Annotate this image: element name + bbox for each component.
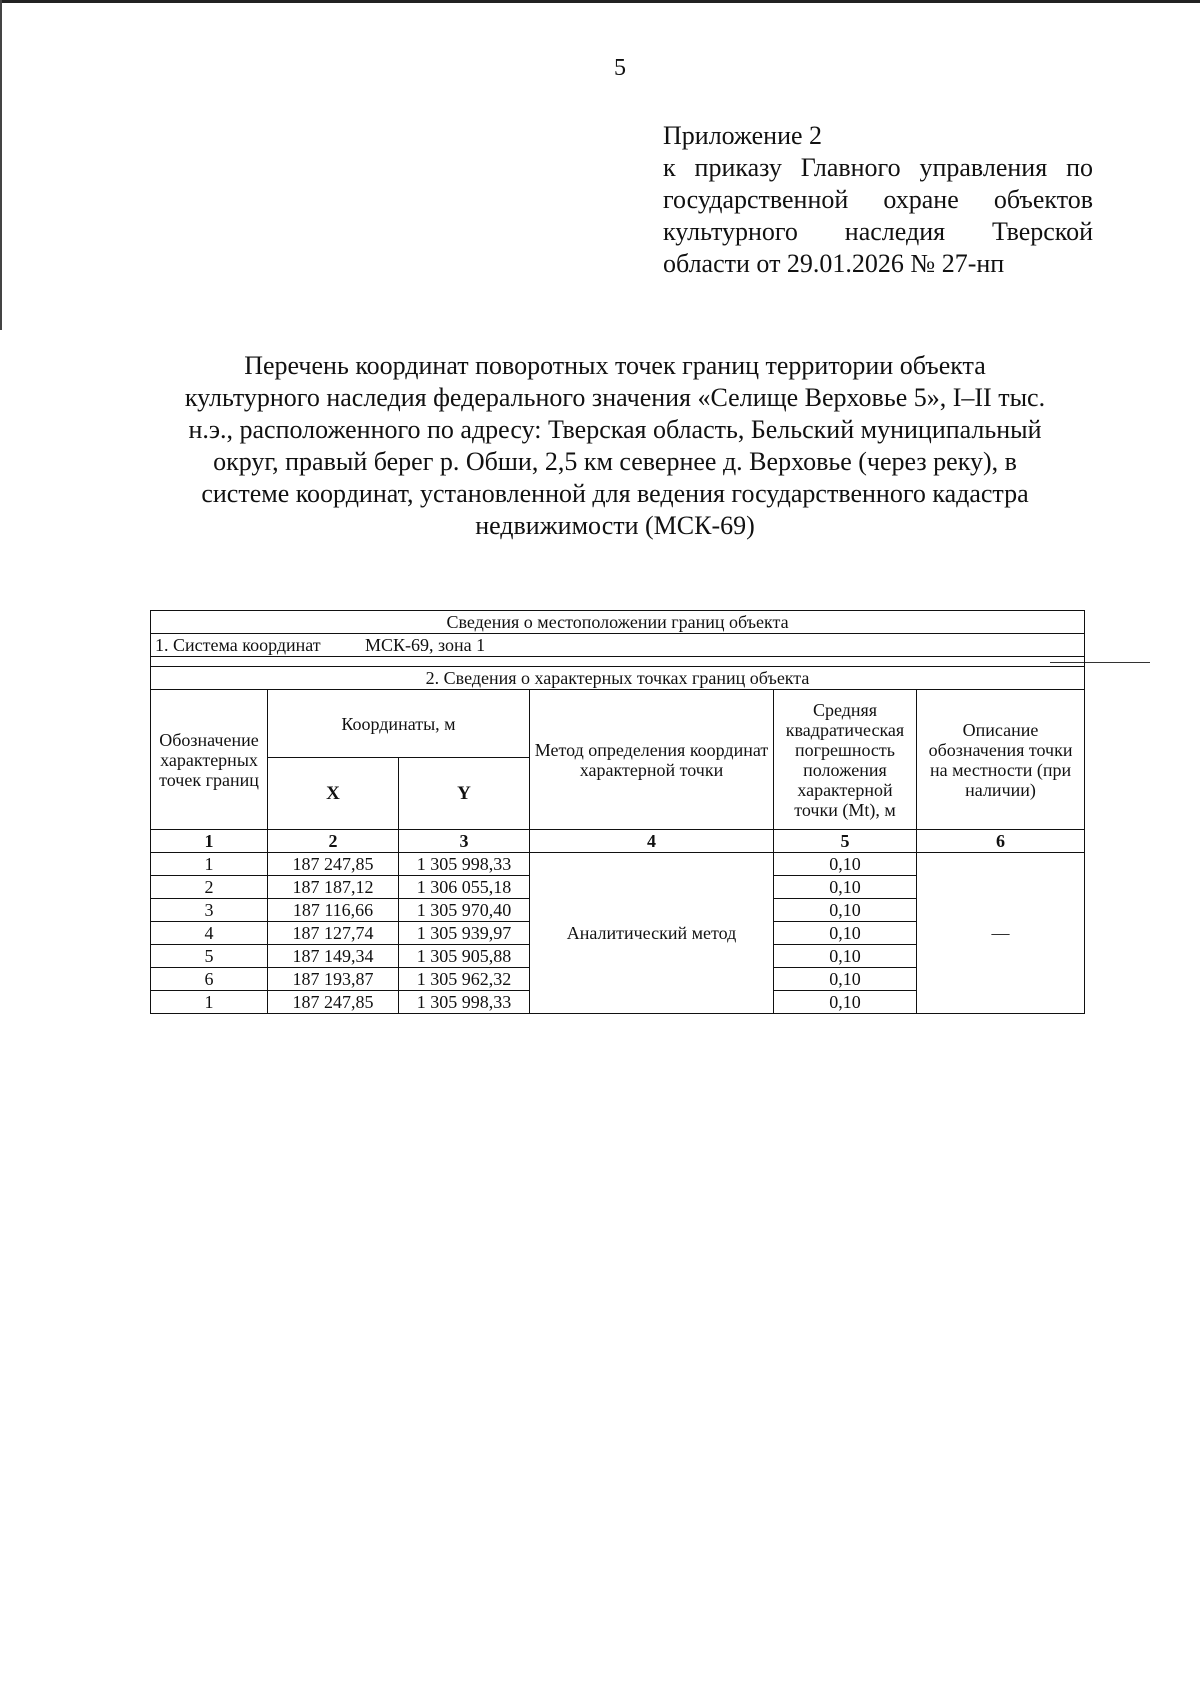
title-line: округ, правый берег р. Обши, 2,5 км севернее д. Верховье (через реку), в <box>213 447 1017 476</box>
x-value: 187 247,85 <box>268 991 399 1014</box>
header-coordinates: Координаты, м <box>268 690 530 758</box>
section-title: Сведения о местоположении границ объекта <box>151 611 1085 634</box>
error-value: 0,10 <box>774 853 917 876</box>
y-value: 1 305 998,33 <box>399 991 530 1014</box>
x-value: 187 149,34 <box>268 945 399 968</box>
column-number: 2 <box>268 830 399 853</box>
header-y: Y <box>399 758 530 830</box>
x-value: 187 127,74 <box>268 922 399 945</box>
appendix-line: к приказу Главного управления по <box>663 153 1093 182</box>
y-value: 1 306 055,18 <box>399 876 530 899</box>
y-value: 1 305 998,33 <box>399 853 530 876</box>
title-line: н.э., расположенного по адресу: Тверская область, Бельский муниципальный <box>188 415 1042 444</box>
column-number: 6 <box>917 830 1085 853</box>
y-value: 1 305 905,88 <box>399 945 530 968</box>
point-id: 1 <box>151 853 268 876</box>
point-id: 1 <box>151 991 268 1014</box>
error-value: 0,10 <box>774 991 917 1014</box>
x-value: 187 247,85 <box>268 853 399 876</box>
error-value: 0,10 <box>774 945 917 968</box>
scan-edge-left <box>0 0 2 330</box>
column-number: 3 <box>399 830 530 853</box>
column-number: 4 <box>530 830 774 853</box>
column-number: 1 <box>151 830 268 853</box>
appendix-line: культурного наследия Тверской <box>663 217 1093 246</box>
point-id: 3 <box>151 899 268 922</box>
error-value: 0,10 <box>774 922 917 945</box>
spacer-row <box>151 657 1085 667</box>
header-description: Описание обозначения точки на местности (при наличии) <box>917 690 1085 830</box>
description-value: — <box>917 853 1085 1014</box>
page-number: 5 <box>614 55 626 81</box>
point-id: 2 <box>151 876 268 899</box>
x-value: 187 116,66 <box>268 899 399 922</box>
error-value: 0,10 <box>774 899 917 922</box>
point-id: 6 <box>151 968 268 991</box>
y-value: 1 305 962,32 <box>399 968 530 991</box>
title-line: культурного наследия федерального значения «Селище Верховье 5», I–II тыс. <box>184 383 1046 412</box>
error-value: 0,10 <box>774 968 917 991</box>
appendix-title: Приложение 2 <box>663 121 823 150</box>
y-value: 1 305 970,40 <box>399 899 530 922</box>
y-value: 1 305 939,97 <box>399 922 530 945</box>
header-error: Средняя квадратическая погрешность положения характерной точки (Mt), м <box>774 690 917 830</box>
header-x: X <box>268 758 399 830</box>
appendix-line: государственной охране объектов <box>663 185 1093 214</box>
coord-system-label: 1. Система координат <box>155 635 321 655</box>
table-row <box>151 853 1085 876</box>
coordinates-table <box>150 610 1085 1014</box>
title-line: системе координат, установленной для ведения государственного кадастра <box>201 479 1029 508</box>
coord-system-row <box>151 634 1085 657</box>
error-value: 0,10 <box>774 876 917 899</box>
point-id: 5 <box>151 945 268 968</box>
appendix-line: области от 29.01.2026 № 27-нп <box>663 249 1005 278</box>
points-title: 2. Сведения о характерных точках границ объекта <box>151 667 1085 690</box>
scan-edge <box>0 0 1200 3</box>
method-value: Аналитический метод <box>530 853 774 1014</box>
title-line: недвижимости (МСК-69) <box>475 511 755 540</box>
point-id: 4 <box>151 922 268 945</box>
appendix-block <box>663 120 1093 280</box>
document-title <box>130 350 1100 542</box>
x-value: 187 187,12 <box>268 876 399 899</box>
header-method: Метод определения координат характерной точки <box>530 690 774 830</box>
title-line: Перечень координат поворотных точек границ территории объекта <box>244 351 986 380</box>
column-number: 5 <box>774 830 917 853</box>
header-designation: Обозначение характерных точек границ <box>151 690 268 830</box>
x-value: 187 193,87 <box>268 968 399 991</box>
coord-system-value: МСК-69, зона 1 <box>365 635 486 655</box>
